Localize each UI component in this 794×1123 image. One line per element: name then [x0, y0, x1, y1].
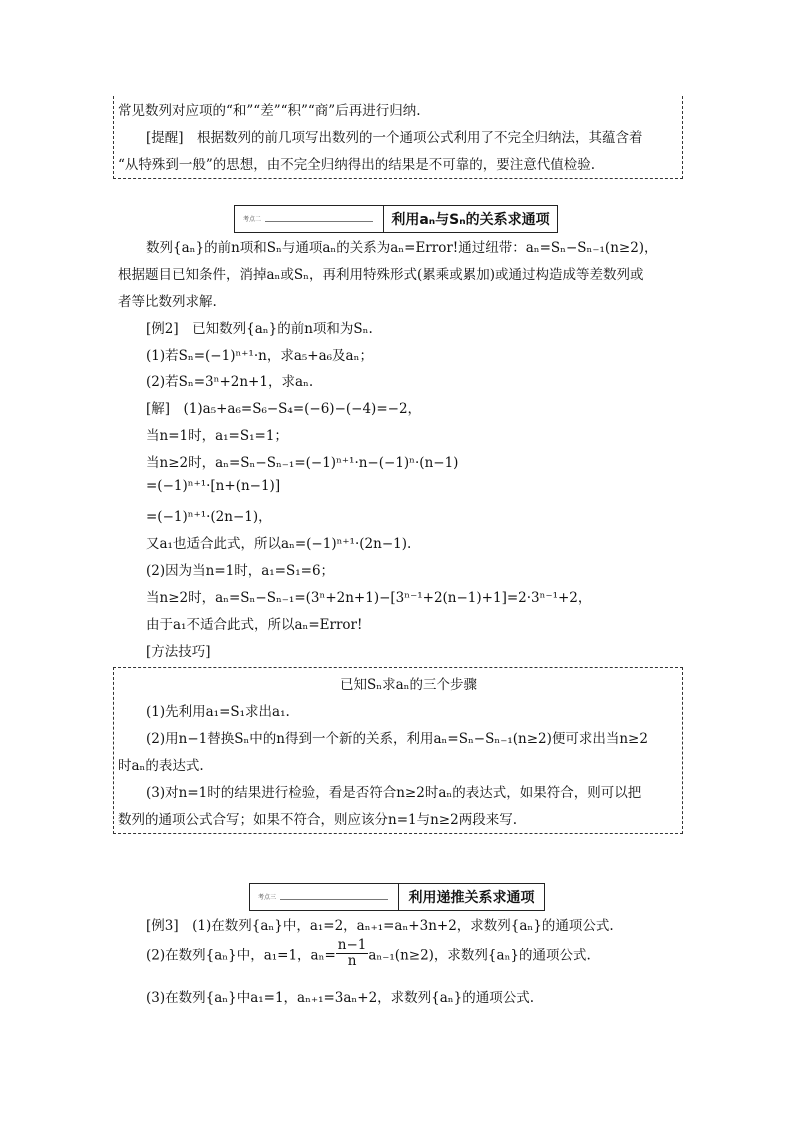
- solution-line-9: 由于a₁不适合此式，所以aₙ=Error!: [146, 617, 363, 633]
- tip-line-3: “从特殊到一般”的思想，由不完全归纳得出的结果是不可靠的，要注意代值检验.: [118, 157, 596, 173]
- fraction: [336, 938, 369, 969]
- step-3b: 数列的通项公式合写；如果不符合，则应该分n=1与n≥2两段来写.: [118, 812, 517, 828]
- example2-part1: (1)若Sₙ=(−1)ⁿ⁺¹·n，求a₅+a₆及aₙ；: [146, 348, 373, 364]
- example3-part2-post: aₙ₋₁(n≥2)，求数列{aₙ}的通项公式.: [368, 947, 591, 964]
- example3-part2-pre: (2)在数列{aₙ}中，a₁=1，aₙ=: [146, 947, 336, 964]
- example3-part2: [146, 938, 591, 969]
- step-3a: (3)对n=1时的结果进行检验，看是否符合n≥2时aₙ的表达式，如果符合，则可以把: [146, 785, 642, 801]
- solution-line-8: 当n≥2时，aₙ=Sₙ−Sₙ₋₁=(3ⁿ+2n+1)−[3ⁿ⁻¹+2(n−1)+1]=2·3ⁿ⁻¹+2，: [146, 590, 592, 606]
- solution-line-2: 当n=1时，a₁=S₁=1；: [146, 428, 288, 444]
- section-tag: 考点三: [258, 894, 277, 901]
- step-2b: 时aₙ的表达式.: [118, 758, 204, 774]
- solution-line-5: =(−1)ⁿ⁺¹·(2n−1)，: [146, 509, 272, 525]
- tip-line-1: 常见数列对应项的“和”“差”“积”“商”后再进行归纳.: [118, 103, 421, 119]
- section-heading-kaodian2: [234, 205, 558, 233]
- example3-part3: (3)在数列{aₙ}中a₁=1，aₙ₊₁=3aₙ+2，求数列{aₙ}的通项公式.: [146, 990, 535, 1006]
- example2-part2: (2)若Sₙ=3ⁿ+2n+1，求aₙ.: [146, 374, 314, 390]
- solution-line-3: 当n≥2时，aₙ=Sₙ−Sₙ₋₁=(−1)ⁿ⁺¹·n−(−1)ⁿ·(n−1): [146, 455, 459, 471]
- method-tips-label: [方法技巧]: [146, 644, 211, 660]
- solution-line-4: =(−1)ⁿ⁺¹·[n+(n−1)]: [146, 478, 281, 494]
- section-tag: 考点二: [243, 216, 262, 223]
- section-title: 利用aₙ与Sₙ的关系求通项: [391, 212, 550, 228]
- fraction-numerator: n−1: [337, 937, 367, 953]
- step-1: (1)先利用a₁=S₁求出a₁.: [146, 704, 290, 720]
- section2-intro-2: 根据题目已知条件，消掉aₙ或Sₙ，再利用特殊形式(累乘或累加)或通过构造成等差数列或: [118, 267, 644, 283]
- section-title: 利用递推关系求通项: [408, 890, 535, 906]
- solution-line-6: 又a₁也适合此式，所以aₙ=(−1)ⁿ⁺¹·(2n−1).: [146, 536, 412, 552]
- solution-line-1: [解] (1)a₅+a₆=S₆−S₄=(−6)−(−4)=−2，: [146, 401, 422, 417]
- section-heading-kaodian3: [249, 883, 545, 911]
- example2-question: [例2] 已知数列{aₙ}的前n项和为Sₙ.: [146, 321, 373, 337]
- tip-line-2: [提醒] 根据数列的前几项写出数列的一个通项公式利用了不完全归纳法，其蕴含着: [146, 130, 643, 146]
- step-2a: (2)用n−1替换Sₙ中的n得到一个新的关系，利用aₙ=Sₙ−Sₙ₋₁(n≥2)便可求出当n≥2: [146, 731, 648, 747]
- section2-intro-3: 者等比数列求解.: [118, 294, 217, 310]
- section2-intro-1: 数列{aₙ}的前n项和Sₙ与通项aₙ的关系为aₙ=Error!通过纽带：aₙ=Sₙ−Sₙ₋₁(n≥2)，: [146, 240, 658, 256]
- example3-part1: [例3] (1)在数列{aₙ}中，a₁=2，aₙ₊₁=aₙ+3n+2，求数列{aₙ}的通项公式.: [146, 918, 614, 934]
- steps-title: 已知Sₙ求aₙ的三个步骤: [340, 677, 477, 693]
- solution-line-7: (2)因为当n=1时，a₁=S₁=6；: [146, 563, 335, 579]
- fraction-denominator: n: [347, 952, 357, 969]
